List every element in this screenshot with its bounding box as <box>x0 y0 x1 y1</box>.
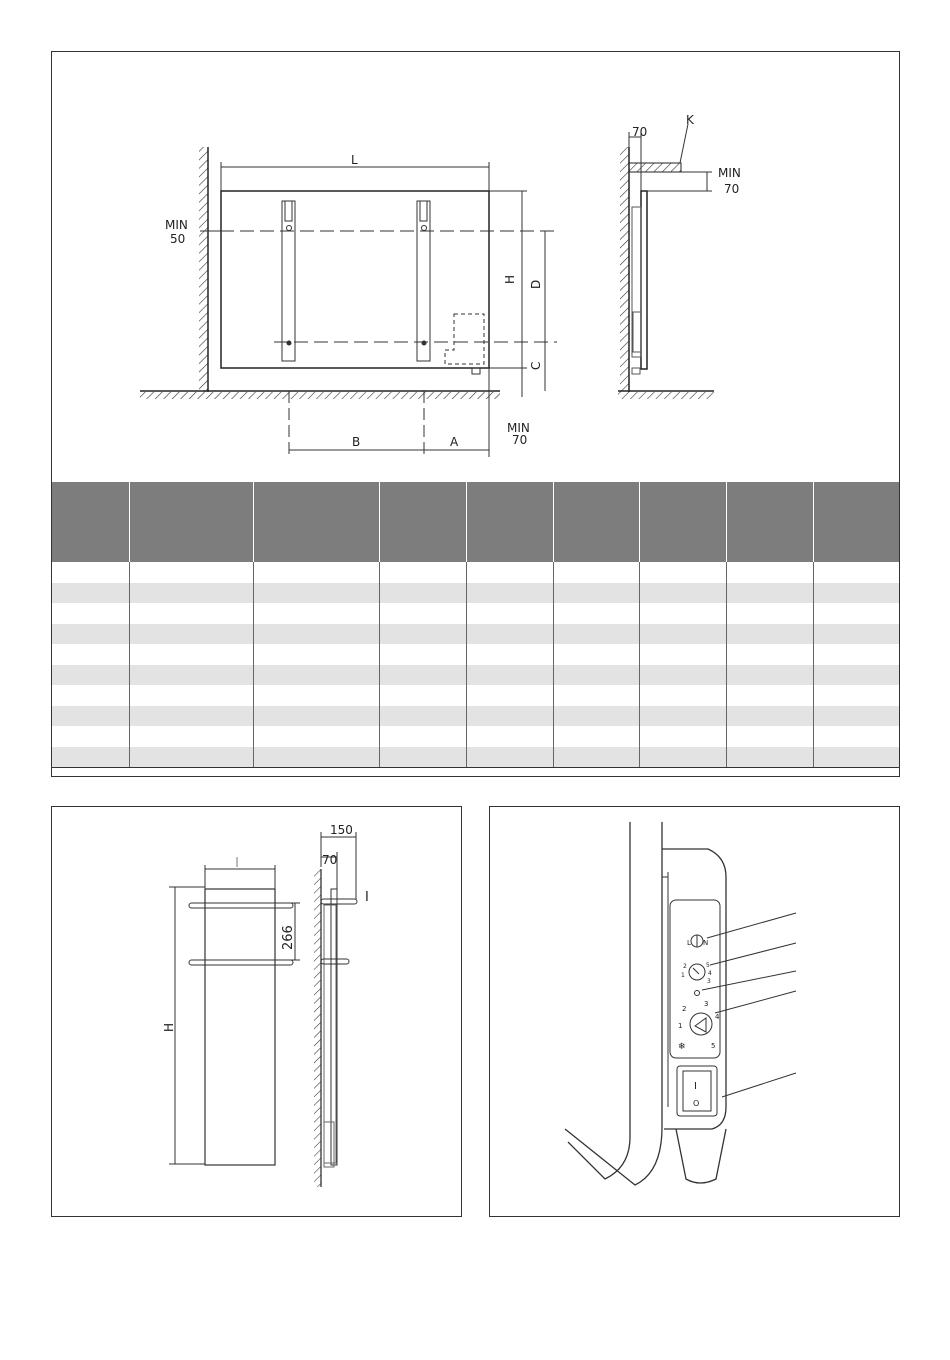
mode-dial-label-1: 1 <box>681 972 685 979</box>
leader-line-5 <box>722 1073 796 1097</box>
indicator-light <box>695 991 700 996</box>
table-row <box>52 685 899 706</box>
mode-dial-label-5: 5 <box>706 962 710 969</box>
towel-I-label: I <box>365 890 369 905</box>
installation-drawings <box>52 52 899 482</box>
switch-off-symbol: O <box>693 1099 700 1108</box>
dim-min70-value: 70 <box>512 433 528 447</box>
table-row <box>52 624 899 645</box>
mode-dial-label-3: 3 <box>707 978 711 985</box>
table-row <box>52 747 899 768</box>
heater-body <box>221 191 489 368</box>
thermo-label-5: 5 <box>711 1042 716 1050</box>
side-view-drawing <box>618 113 741 399</box>
floor-hatch <box>140 392 500 399</box>
shelf-K <box>629 163 681 172</box>
side-min-value: 70 <box>724 182 740 196</box>
heater-side <box>641 191 647 369</box>
spec-table-header <box>52 482 899 562</box>
frost-icon: ❄ <box>678 1042 686 1052</box>
towel-H-label: H <box>162 1022 176 1032</box>
thermostat-dial[interactable] <box>690 1013 712 1035</box>
table-row <box>52 603 899 624</box>
bracket-left <box>282 201 295 361</box>
control-front-plate <box>670 900 720 1058</box>
dim-min50-value: 50 <box>170 232 186 246</box>
towel-panel-front <box>205 889 275 1165</box>
dim-B-label: B <box>352 435 361 449</box>
thermo-label-3: 3 <box>704 1000 709 1008</box>
dim-H-label: H <box>503 274 517 284</box>
table-row <box>52 644 899 665</box>
towel-70-label: 70 <box>322 853 338 867</box>
mode-dial-label-2: 2 <box>683 963 687 970</box>
dim-C-label: C <box>529 361 543 370</box>
side-min-label: MIN <box>718 166 741 180</box>
front-view-drawing <box>140 147 557 457</box>
leader-line-3 <box>702 971 796 990</box>
terminal-N-label: N <box>703 939 709 947</box>
thermo-label-2: 2 <box>682 1005 687 1013</box>
towel-266-label: 266 <box>281 925 296 950</box>
thermo-label-1: 1 <box>678 1022 683 1030</box>
leader-line-4 <box>715 991 796 1013</box>
table-row <box>52 665 899 686</box>
dim-A-label: A <box>450 435 459 449</box>
side-70-label: 70 <box>632 125 648 139</box>
mode-dial-label-4: 4 <box>708 970 712 977</box>
leader-line-2 <box>710 943 796 965</box>
control-panel-diagram-panel <box>489 806 900 1217</box>
towel-rail-diagram-panel <box>51 806 462 1217</box>
installation-diagram-panel <box>51 51 900 777</box>
dim-L-label: L <box>351 153 358 167</box>
bracket-right <box>417 201 430 361</box>
dim-min70-label: MIN <box>507 421 530 435</box>
dim-min50-label: MIN <box>165 218 188 232</box>
thermo-label-4: 4 <box>715 1013 720 1021</box>
control-panel-drawing <box>490 807 899 1216</box>
towel-150-label: 150 <box>330 823 353 837</box>
switch-on-symbol: I <box>694 1081 697 1092</box>
terminal-L-label: L <box>687 939 691 947</box>
side-K-label: K <box>686 113 694 127</box>
table-row <box>52 706 899 727</box>
table-row <box>52 583 899 604</box>
table-row <box>52 726 899 747</box>
spec-table <box>52 482 899 768</box>
wall-hatch <box>199 147 208 392</box>
dim-D-label: D <box>529 279 543 289</box>
table-row <box>52 562 899 583</box>
towel-rail-drawing <box>52 807 461 1216</box>
control-box-outline <box>445 314 484 364</box>
